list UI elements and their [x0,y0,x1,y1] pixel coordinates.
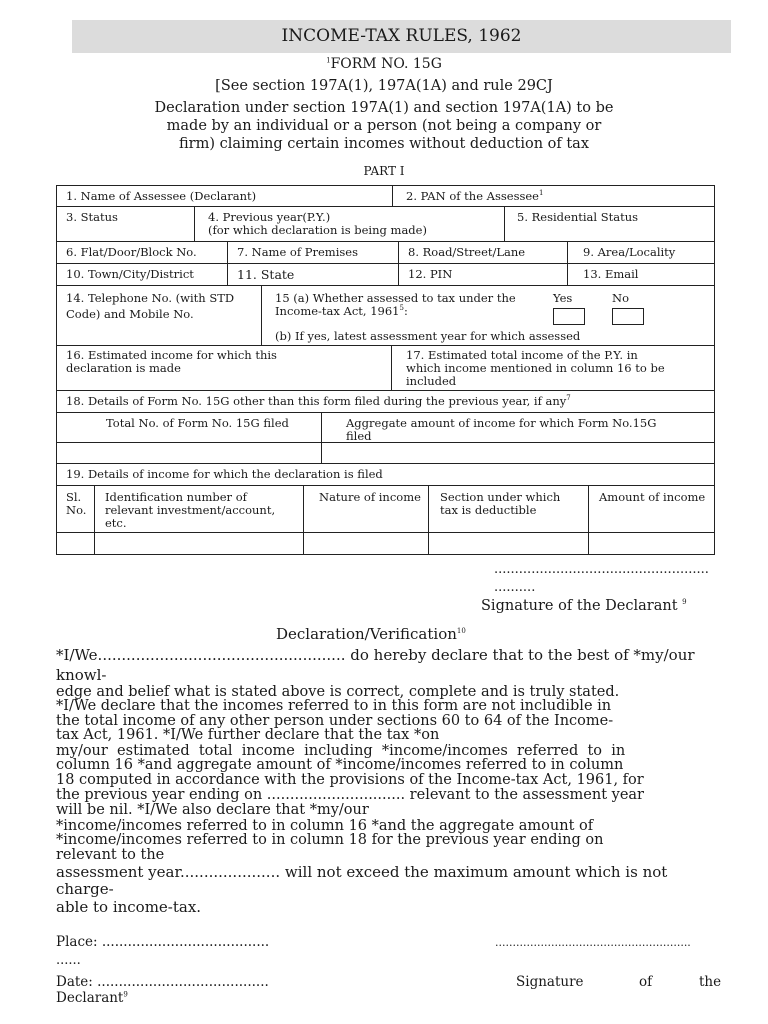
field-pin: 12. PIN [408,267,453,281]
no-label: No [612,291,629,305]
field-assessed-to-tax: 15 (a) Whether assessed to tax under the Income-tax Act, 1961$^5$: [275,291,516,318]
declaration-line-6: tax Act, 1961. *I/We further declare that the tax *on [56,727,440,743]
declaration-line-16: charge- [56,880,114,898]
see-section: [See section 197A(1), 197A(1A) and rule 29CJ [215,78,553,94]
declarant-label: Declarant$^9$ [56,990,128,1006]
field-estimated-income: 16. Estimated income for which this declaration is made [66,348,277,375]
description-line-2: made by an individual or a person (not being a company or [166,118,602,134]
yes-label: Yes [553,291,573,305]
declaration-line-9: 18 computed in accordance with the provisions of the Income-tax Act, 1961, for [56,772,644,788]
signature-line: ........................................................ [495,936,691,949]
field-latest-assessment-year: (b) If yes, latest assessment year for which assessed [275,329,581,343]
field-estimated-total-income: 17. Estimated total income of the P.Y. in which income mentioned in column 16 to be included [406,348,665,388]
declaration-line-12: *income/incomes referred to in column 16 *and the aggregate amount of [56,818,594,834]
form-number: $^1$FORM NO. 15G [326,56,442,72]
declaration-line-4: *I/We declare that the incomes referred to in this form are not includible in [56,698,612,714]
signature-word-3: the [699,974,722,990]
place-field: Place: ....................................... [56,934,270,950]
field-road-street-lane: 8. Road/Street/Lane [408,245,526,259]
signature-dots: .................................................... [494,562,709,577]
declaration-line-3: edge and belief what is stated above is correct, complete and is truly stated. [56,684,620,700]
description-line-3: firm) claiming certain incomes without deduction of tax [179,136,589,152]
rules-title: INCOME-TAX RULES, 1962 [281,26,522,46]
declaration-line-17: able to income-tax. [56,898,202,916]
declaration-line-14: relevant to the [56,847,165,863]
yes-checkbox[interactable] [553,308,585,325]
field-status: 3. Status [66,210,118,224]
declaration-line-7: my/our estimated total income including *income/incomes referred to in [56,743,626,759]
field-income-details: 19. Details of income for which the declaration is filed [66,467,383,481]
field-flat-door-block: 6. Flat/Door/Block No. [66,245,197,259]
field-email: 13. Email [583,267,639,281]
field-area-locality: 9. Area/Locality [583,245,676,259]
field-town-city-district: 10. Town/City/District [66,267,194,281]
declaration-line-8: column 16 *and aggregate amount of *income/incomes referred to in column [56,757,624,773]
field-state: 11. State [237,267,295,282]
field-name-of-premises: 7. Name of Premises [237,245,358,259]
place-dots-cont: ...... [56,953,81,968]
part-heading: PART I [363,164,405,178]
field-telephone: 14. Telephone No. (with STD Code) and Mobile No. [66,291,235,321]
field-pan: 2. PAN of the Assessee$^1$ [406,189,544,203]
col-identification-number: Identification number of relevant investment/account, etc. [105,490,276,530]
declaration-line-10: the previous year ending on .............................. relevant to the assessment year [56,787,644,803]
col-sl-no: Sl. No. [66,490,87,517]
field-other-15g-details: 18. Details of Form No. 15G other than this form filed during the previous year, if any$^7$ [66,394,571,408]
declaration-title: Declaration/Verification$^{10}$ [276,625,466,643]
col-aggregate-amount: Aggregate amount of income for which Form No.15G filed [346,416,657,443]
col-section-deductible: Section under which tax is deductible [440,490,561,517]
declaration-line-2: knowl- [56,666,107,684]
rules-title-banner [72,20,731,53]
signature-label: Signature of the Declarant $^9$ [481,598,687,614]
signature-dots-cont: .......... [494,580,536,595]
field-previous-year: 4. Previous year(P.Y.) (for which declaration is being made) [208,210,427,237]
signature-word-1: Signature [516,974,584,990]
declaration-line-15: assessment year..................... will not exceed the maximum amount which is not [56,863,668,881]
declaration-line-5: the total income of any other person under sections 60 to 64 of the Income- [56,713,614,729]
description-line-1: Declaration under section 197A(1) and section 197A(1A) to be [154,100,614,116]
declaration-line-1: *I/We.................................................... do hereby declare that to the best of *my/our [56,646,695,664]
field-name-of-assessee: 1. Name of Assessee (Declarant) [66,189,257,203]
declaration-line-13: *income/incomes referred to in column 18 for the previous year ending on [56,832,604,848]
date-field: Date: ........................................ [56,974,269,990]
col-amount-of-income: Amount of income [599,490,706,504]
no-checkbox[interactable] [612,308,644,325]
col-total-forms-filed: Total No. of Form No. 15G filed [106,416,289,430]
declaration-line-11: will be nil. *I/We also declare that *my/our [56,802,369,818]
field-residential-status: 5. Residential Status [517,210,639,224]
col-nature-of-income: Nature of income [319,490,421,504]
signature-word-2: of [639,974,653,990]
